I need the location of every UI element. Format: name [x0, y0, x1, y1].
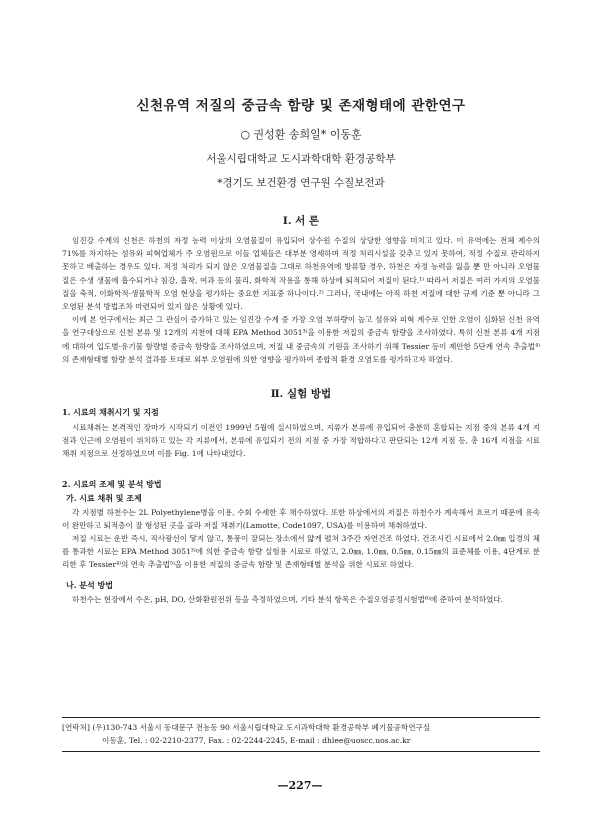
- section-heading-methods: Ⅱ. 실험 방법: [270, 388, 332, 401]
- intro-paragraph-2: 이에 본 연구에서는 최근 그 관심이 증가하고 있는 임진강 수계 중 가장 오염 부하량이 높고 섬유와 피혁 계수로 인한 오염이 심화된 신천 유역을 연구대상으로 신천 본류 및 12개의 지천에 대해 EPA Method 3051³⁾을 이용한 저질의 중금속 함량을 조사하였다. 특히 신천 본류 4개 지점에 대하여 입도별·유기물 함량별 중금속 함량을 조사하였으며, 저질 내 중금속의 기원을 조사하기 위해 Tessier 등이 제안한 5단계 연속 추출법⁴⁾의 존재형태별 함량 분석 결과를 토대로 외부 오염원에 의한 영향을 평가하여 종합적 환경 오염도를 평가하고자 하였다.: [62, 315, 540, 364]
- paper-page: [62, 94, 540, 606]
- subsection-heading-preparation: 2. 시료의 조제 및 분석 방법: [62, 478, 162, 489]
- contact-details: 이동훈, Tel. : 02-2210-2377, Fax. : 02-2244-2245, E-mail : dhlee@uoscc.uos.ac.kr: [102, 736, 411, 745]
- section-heading-introduction: Ⅰ. 서 론: [282, 215, 320, 227]
- subsection-heading-sampling: 1. 시료의 채취시기 및 지점: [62, 407, 159, 418]
- analysis-paragraph: 하천수는 현장에서 수온, pH, DO, 산화환원전위 등을 측정하였으며, 기타 분석 항목은 수질오염공정시험법⁶⁾에 준하여 분석하였다.: [72, 594, 504, 604]
- paper-title: 신천유역 저질의 중금속 함량 및 존재형태에 관한연구: [136, 98, 466, 114]
- collection-paragraph-2: 저질 시료는 운반 즉시, 직사광선이 닿지 않고, 통풍이 잘되는 장소에서 얇게 펼쳐 3주간 자연건조 하였다. 건조시킨 시료에서 2.0㎜ 입경의 체를 통과한 시료는 EPA Method 3051³⁾에 의한 중금속 함량 실험용 시료로 하였고, 2.0㎜, 1.0㎜, 0.5㎜, 0.15㎜의 표준체를 이용, 4단계로 분리한 후 Tessier⁴⁾의 연속 추출법⁵⁾을 이용한 저질의 중금속 함량 및 존재형태별 분석을 위한 시료로 하였다.: [62, 534, 540, 570]
- subsubsection-heading-collection: 가. 시료 채취 및 조제: [66, 492, 142, 503]
- sampling-paragraph: 시료채취는 본격적인 장마가 시작되기 이전인 1999년 5월에 실시하였으며, 지류가 본류에 유입되어 충분히 혼합되는 지점 중의 본류 4개 지점과 인근에 오염원이 위치하고 있는 각 지류에서, 본류에 유입되기 전의 지점 중 가장 적합하다고 판단되는 12개 지점 등, 총 16개 지점을 시료채취 지점으로 선정하였으며 이를 Fig. 1에 나타내었다.: [62, 423, 540, 459]
- author-list: ○ 권성환 송희일* 이동훈: [240, 128, 362, 141]
- intro-paragraph-1: 임진강 수계의 신천은 하천의 자정 능력 이상의 오염물질이 유입되어 상수원 수질의 상당한 영향을 미치고 있다. 이 유역에는 전체 제수의 71%를 차지하는 섬유와 피혁업체가 주 오염원으로 이들 업체들은 대부분 영세하며 적정 처리시설을 갖추고 있지 못하여, 적정 수질로 관리하지 못하고 배출하는 경우도 있다. 적정 처리가 되지 않은 오염물질을 그대로 하천유역에 방류할 경우, 하천은 자정 능력을 잃을 뿐 만 아니라 오염물질은 수생 생물에 흡수되거나 침강, 흡착, 여과 등의 물리, 화학적 작용을 통해 하상에 퇴적되어 저질이 된다.¹⁾ 따라서 저질은 여러 가지의 오염물질을 축적, 이화학적·생물학적 오염 현상을 평가하는 중요한 지표중 하나이다.²⁾ 그러나, 국내에는 아직 하천 저질에 대한 규제 기준 뿐 아니라 그 오염된 분석 방법조차 마련되어 있지 않은 상황에 있다.: [62, 236, 541, 312]
- contact-address: [연락처] (우)130-743 서울시 동대문구 전농동 90 서울시립대학교 도시과학대학 환경공학부 폐기물공학연구실: [62, 723, 431, 732]
- contact-footer: [62, 717, 540, 752]
- collection-paragraph-1: 각 지점별 하천수는 2L Polyethylene병을 이용, 수회 수세한 후 채수하였다. 또한 하상에서의 저질은 하천수가 계속해서 흐르기 때문에 유속이 완만하고 퇴적층이 잘 형성된 곳을 골라 저질 채취기(Lamotte, Code1097, USA)를 이용하여 채취하였다.: [62, 507, 540, 530]
- affiliation-1: 서울시립대학교 도시과학대학 환경공학부: [206, 153, 396, 165]
- subsubsection-heading-analysis: 나. 분석 방법: [66, 579, 113, 590]
- page-number: —227—: [277, 779, 323, 792]
- affiliation-2: *경기도 보건환경 연구원 수질보전과: [217, 177, 385, 189]
